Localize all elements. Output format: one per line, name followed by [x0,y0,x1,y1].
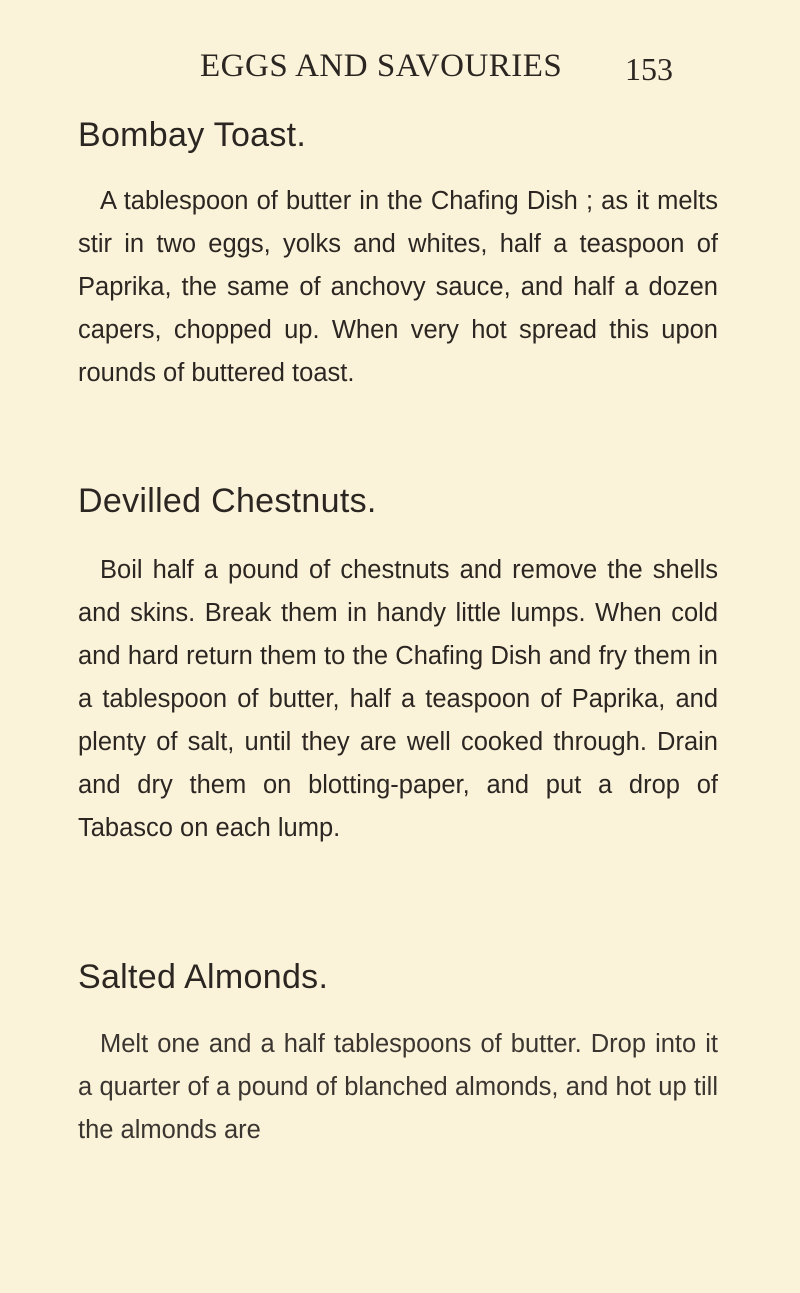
recipe-body: A tablespoon of butter in the Chafing Dish ; as it melts stir in two eggs, yolks and whites, half a teaspoon of Paprika, the same of anchovy sauce, and half a dozen capers, chopped up. When very hot spread this upon rounds of buttered toast. [78,187,718,387]
recipe-bombay-toast [78,116,718,395]
recipe-title: Devilled Chestnuts. [78,482,377,520]
recipe-salted-almonds [78,958,718,1152]
running-head: EGGS AND SAVOURIES [200,48,563,84]
recipe-title: Salted Almonds. [78,958,329,996]
page-number: 153 [625,51,673,87]
recipe-title: Bombay Toast. [78,116,307,154]
recipe-body: Melt one and a half tablespoons of butter. Drop into it a quarter of a pound of blanched almonds, and hot up till the almonds are [78,1030,718,1144]
recipe-body: Boil half a pound of chestnuts and remove the shells and skins. Break them in handy little lumps. When cold and hard return them to the Chafing Dish and fry them in a tablespoon of butter, half a teaspoon of Paprika, and plenty of salt, until they are well cooked through. Drain and dry them on blotting-paper, and put a drop of Tabasco on each lump. [78,556,718,842]
recipe-devilled-chestnuts [78,482,718,850]
